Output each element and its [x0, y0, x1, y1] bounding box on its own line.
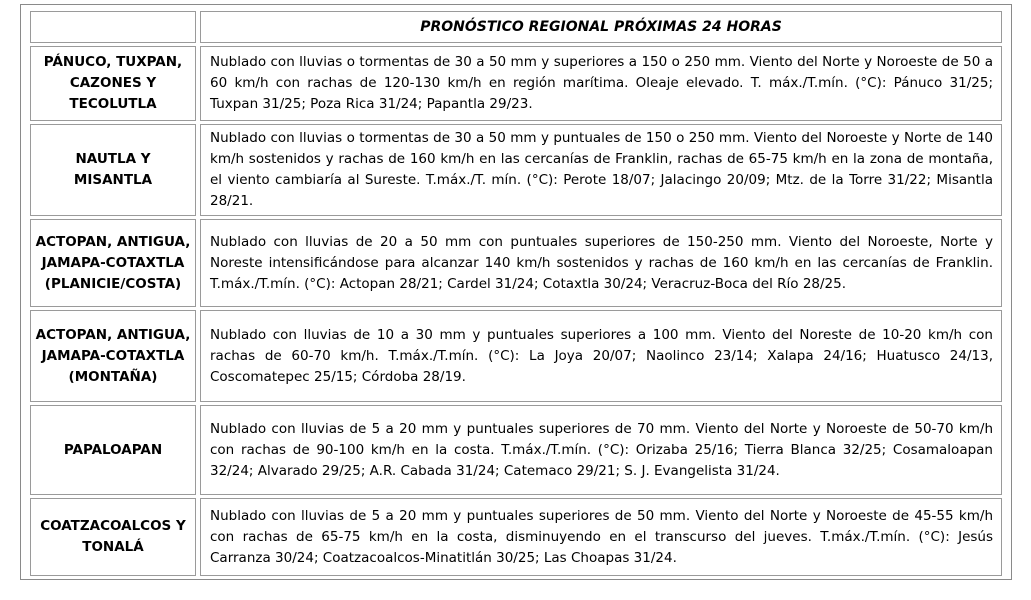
region-name: ACTOPAN, ANTIGUA, JAMAPA-COTAXTLA (MONTAÑA) — [30, 310, 196, 402]
region-name: ACTOPAN, ANTIGUA, JAMAPA-COTAXTLA (PLANICIE/COSTA) — [30, 219, 196, 307]
header-blank-cell — [30, 11, 196, 43]
region-name: NAUTLA Y MISANTLA — [30, 124, 196, 216]
forecast-text: Nublado con lluvias o tormentas de 30 a 50 mm y puntuales de 150 o 250 mm. Viento del Noroeste y Norte de 140 km/h sostenidos y rachas de 160 km/h en las cercanías de Franklin, rachas de 65-75 km/h en la zona de montaña, el viento cambiaría al Sureste. T.máx./T. mín. (°C): Perote 18/07; Jalacingo 20/09; Mtz. de la Torre 31/22; Misantla 28/21. — [200, 124, 1002, 216]
table-row — [30, 46, 1002, 121]
regional-forecast-table — [26, 8, 1006, 579]
table-row — [30, 405, 1002, 495]
table-row — [30, 219, 1002, 307]
region-name: PÁNUCO, TUXPAN, CAZONES Y TECOLUTLA — [30, 46, 196, 121]
region-name: COATZACOALCOS Y TONALÁ — [30, 498, 196, 576]
forecast-text: Nublado con lluvias de 20 a 50 mm con puntuales superiores de 150-250 mm. Viento del Noroeste, Norte y Noreste intensificándose para alcanzar 140 km/h sostenidos y rachas de 160 km/h en las cercanías de Franklin. T.máx./T.mín. (°C): Actopan 28/21; Cardel 31/24; Cotaxtla 30/24; Veracruz-Boca del Río 28/25. — [200, 219, 1002, 307]
forecast-text: Nublado con lluvias de 5 a 20 mm y puntuales superiores de 70 mm. Viento del Norte y Noroeste de 50-70 km/h con rachas de 90-100 km/h en la costa. T.máx./T.mín. (°C): Orizaba 25/16; Tierra Blanca 32/25; Cosamaloapan 32/24; Alvarado 29/25; A.R. Cabada 31/24; Catemaco 29/21; S. J. Evangelista 31/24. — [200, 405, 1002, 495]
table-row — [30, 310, 1002, 402]
region-name: PAPALOAPAN — [30, 405, 196, 495]
table-header-row — [30, 11, 1002, 43]
forecast-text: Nublado con lluvias de 5 a 20 mm y puntuales superiores de 50 mm. Viento del Norte y Noroeste de 45-55 km/h con rachas de 65-75 km/h en la costa, disminuyendo en el transcurso del jueves. T.máx./T.mín. (°C): Jesús Carranza 30/24; Coatzacoalcos-Minatitlán 30/25; Las Choapas 31/24. — [200, 498, 1002, 576]
table-row — [30, 124, 1002, 216]
table-title: PRONÓSTICO REGIONAL PRÓXIMAS 24 HORAS — [200, 11, 1002, 43]
forecast-text: Nublado con lluvias o tormentas de 30 a 50 mm y superiores a 150 o 250 mm. Viento del Norte y Noroeste de 50 a 60 km/h con rachas de 120-130 km/h en región marítima. Oleaje elevado. T. máx./T.mín. (°C): Pánuco 31/25; Tuxpan 31/25; Poza Rica 31/24; Papantla 29/23. — [200, 46, 1002, 121]
forecast-text: Nublado con lluvias de 10 a 30 mm y puntuales superiores a 100 mm. Viento del Noreste de 10-20 km/h con rachas de 60-70 km/h. T.máx./T.mín. (°C): La Joya 20/07; Naolinco 23/14; Xalapa 24/16; Huatusco 24/13, Coscomatepec 25/15; Córdoba 28/19. — [200, 310, 1002, 402]
table-row — [30, 498, 1002, 576]
